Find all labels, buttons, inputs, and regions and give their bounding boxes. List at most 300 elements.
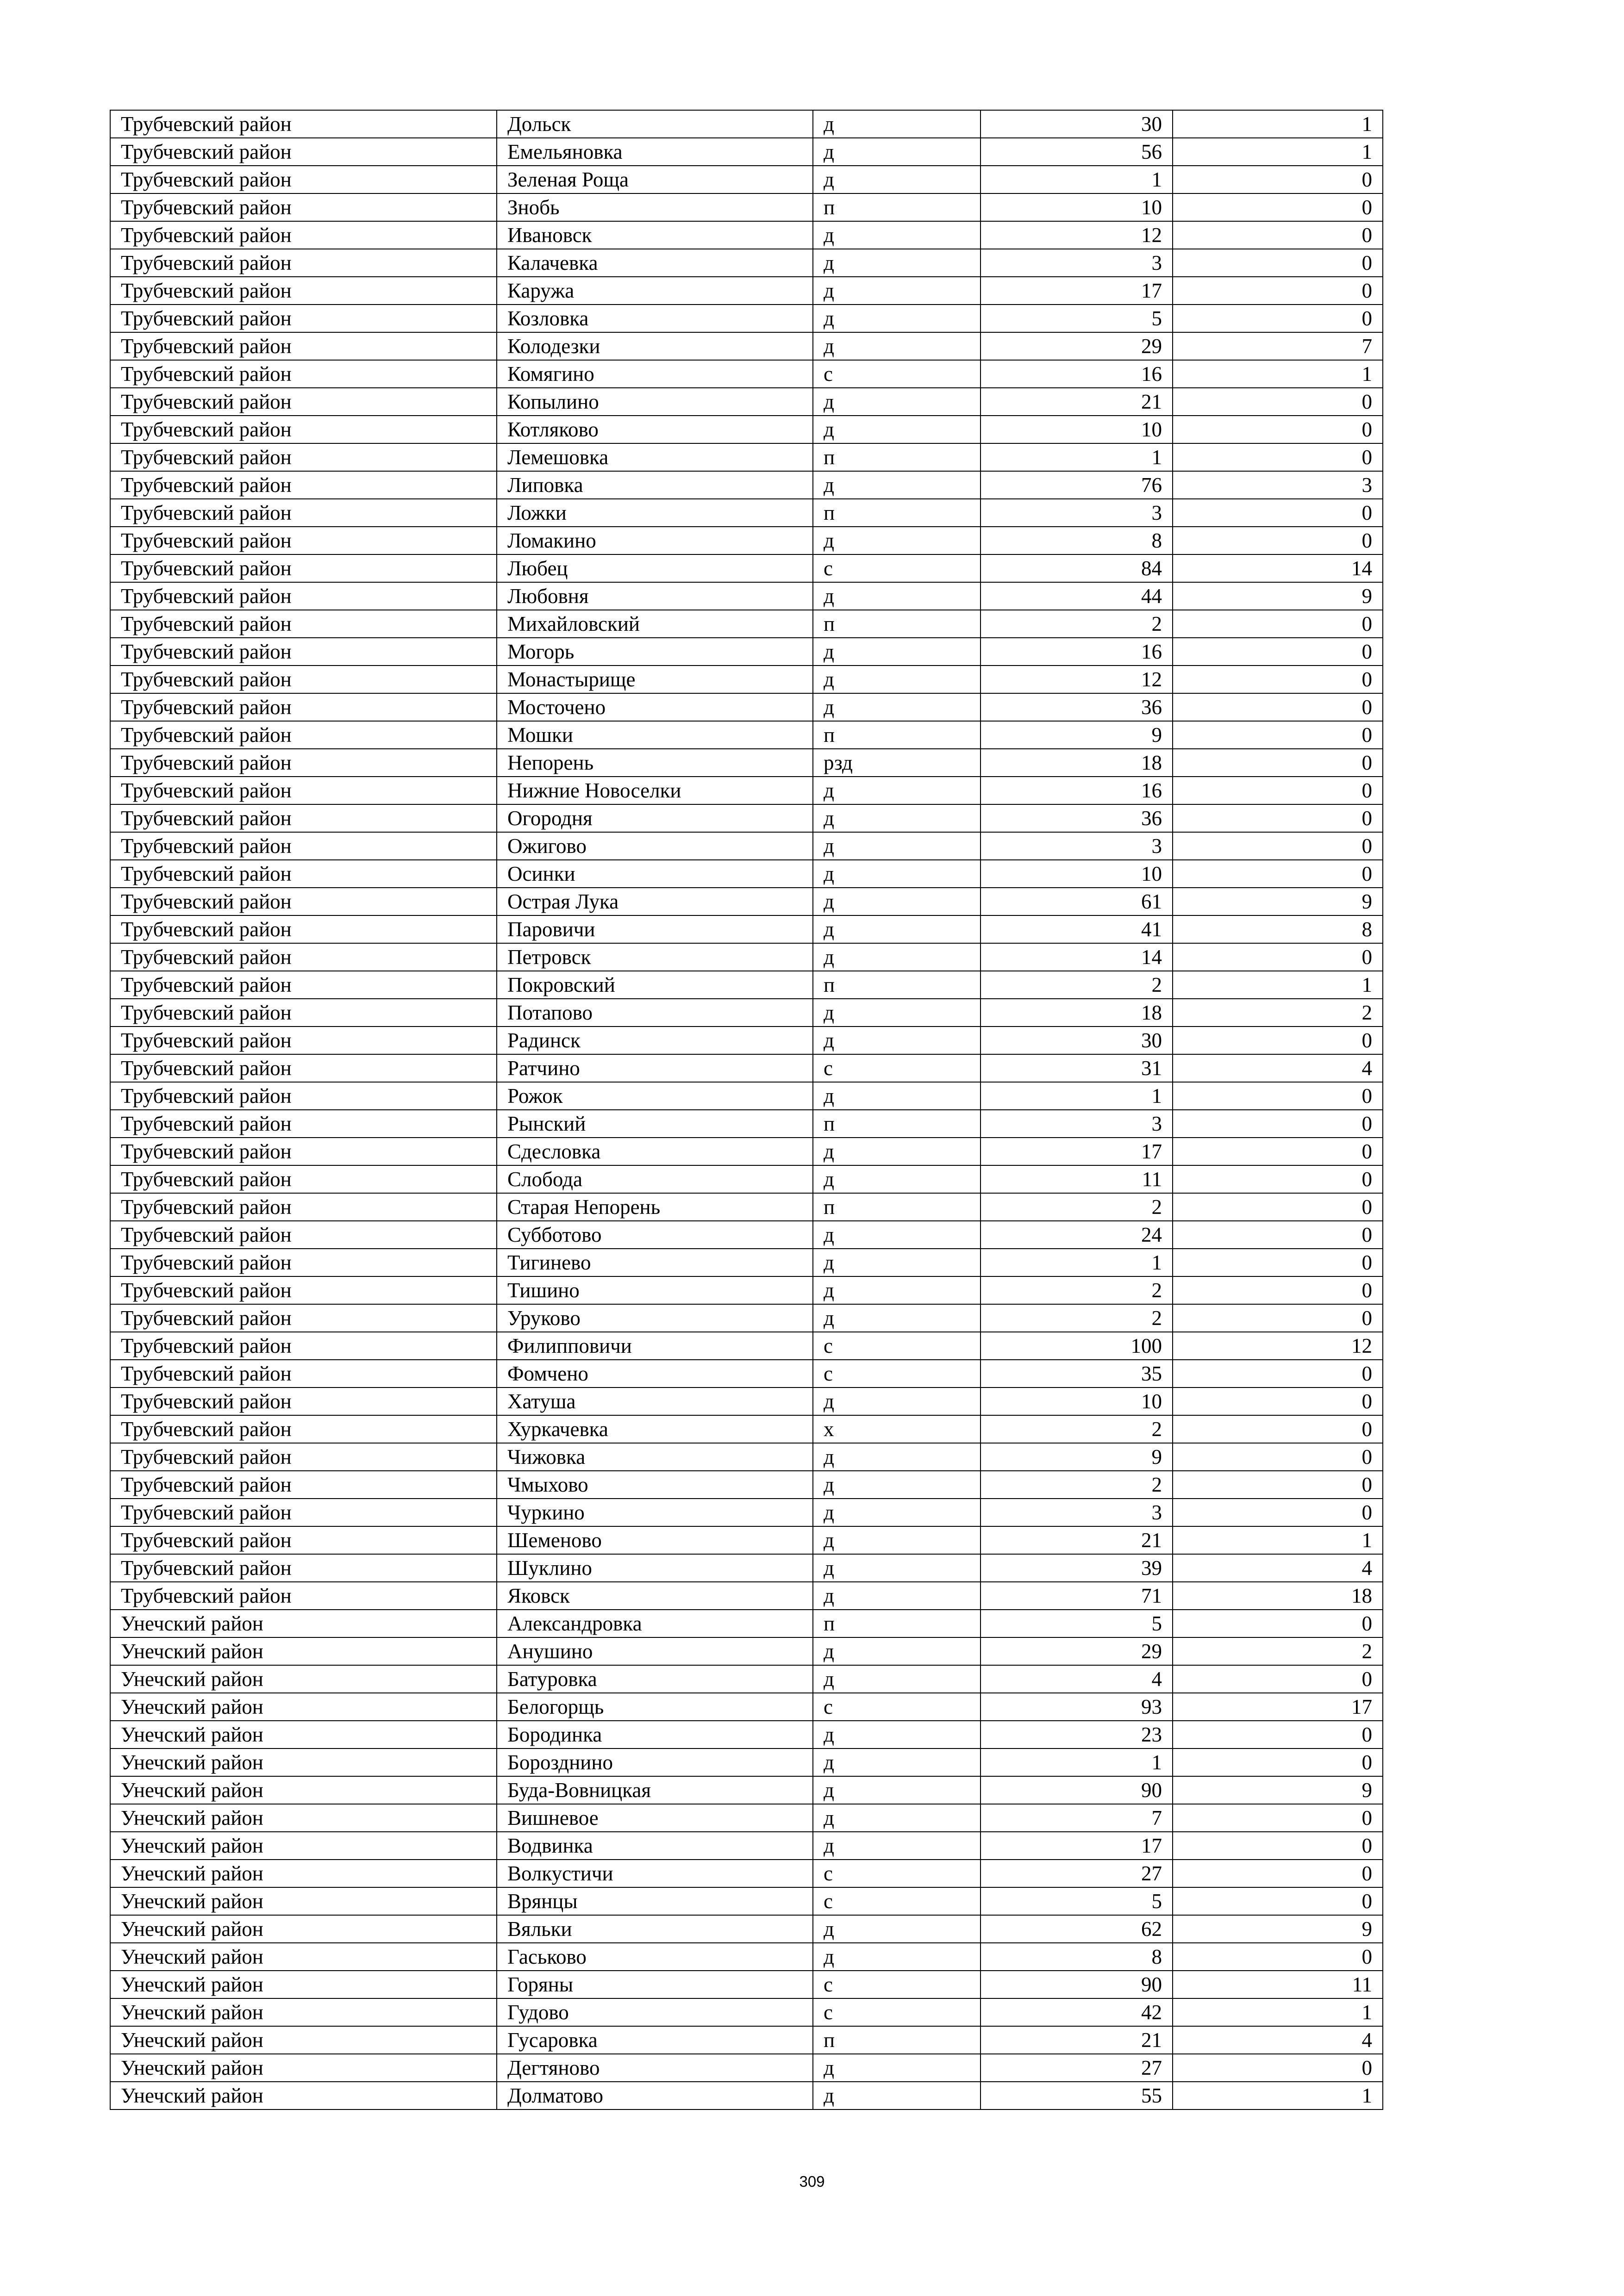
table-row <box>110 1304 1383 1332</box>
district-cell: Трубчевский район <box>110 1360 497 1388</box>
value-cell: 1 <box>1173 2082 1383 2109</box>
table-row <box>110 193 1383 221</box>
count-cell: 35 <box>981 1360 1173 1388</box>
district-cell: Трубчевский район <box>110 666 497 693</box>
type-cell: д <box>813 1915 981 1943</box>
count-cell: 41 <box>981 915 1173 943</box>
count-cell: 90 <box>981 1776 1173 1804</box>
type-cell: д <box>813 1665 981 1693</box>
table-row <box>110 332 1383 360</box>
count-cell: 2 <box>981 1276 1173 1304</box>
value-cell: 0 <box>1173 1832 1383 1860</box>
type-cell: д <box>813 1082 981 1110</box>
count-cell: 18 <box>981 999 1173 1027</box>
count-cell: 10 <box>981 416 1173 443</box>
type-cell: д <box>813 1221 981 1249</box>
value-cell: 0 <box>1173 832 1383 860</box>
settlement-cell: Паровичи <box>497 915 813 943</box>
count-cell: 29 <box>981 332 1173 360</box>
settlement-cell: Субботово <box>497 1221 813 1249</box>
count-cell: 10 <box>981 860 1173 888</box>
value-cell: 18 <box>1173 1582 1383 1610</box>
table-row <box>110 1637 1383 1665</box>
value-cell: 2 <box>1173 1637 1383 1665</box>
count-cell: 44 <box>981 582 1173 610</box>
settlement-cell: Радинск <box>497 1027 813 1054</box>
value-cell: 1 <box>1173 1998 1383 2026</box>
value-cell: 0 <box>1173 1388 1383 1415</box>
count-cell: 30 <box>981 110 1173 138</box>
value-cell: 0 <box>1173 1304 1383 1332</box>
table-body <box>110 110 1383 2109</box>
count-cell: 93 <box>981 1693 1173 1721</box>
settlement-cell: Лемешовка <box>497 443 813 471</box>
count-cell: 76 <box>981 471 1173 499</box>
settlement-cell: Ложки <box>497 499 813 527</box>
value-cell: 0 <box>1173 1471 1383 1499</box>
count-cell: 2 <box>981 1415 1173 1443</box>
district-cell: Трубчевский район <box>110 832 497 860</box>
type-cell: д <box>813 2082 981 2109</box>
settlement-cell: Гусаровка <box>497 2026 813 2054</box>
type-cell: д <box>813 804 981 832</box>
value-cell: 0 <box>1173 749 1383 777</box>
type-cell: с <box>813 1971 981 1998</box>
district-cell: Трубчевский район <box>110 471 497 499</box>
value-cell: 0 <box>1173 1165 1383 1193</box>
settlement-cell: Борозднино <box>497 1748 813 1776</box>
count-cell: 9 <box>981 1443 1173 1471</box>
count-cell: 36 <box>981 693 1173 721</box>
table-row <box>110 1221 1383 1249</box>
table-row <box>110 1665 1383 1693</box>
type-cell: д <box>813 1943 981 1971</box>
count-cell: 90 <box>981 1971 1173 1998</box>
table-row <box>110 777 1383 804</box>
value-cell: 12 <box>1173 1332 1383 1360</box>
value-cell: 0 <box>1173 721 1383 749</box>
type-cell: с <box>813 1693 981 1721</box>
count-cell: 8 <box>981 527 1173 554</box>
district-cell: Унечский район <box>110 1943 497 1971</box>
settlement-cell: Филипповичи <box>497 1332 813 1360</box>
settlement-cell: Ожигово <box>497 832 813 860</box>
settlement-cell: Михайловский <box>497 610 813 638</box>
count-cell: 100 <box>981 1332 1173 1360</box>
table-row <box>110 1610 1383 1637</box>
district-cell: Унечский район <box>110 2054 497 2082</box>
table-row <box>110 1027 1383 1054</box>
count-cell: 21 <box>981 1526 1173 1554</box>
count-cell: 62 <box>981 1915 1173 1943</box>
count-cell: 3 <box>981 832 1173 860</box>
table-row <box>110 999 1383 1027</box>
district-cell: Трубчевский район <box>110 527 497 554</box>
settlement-cell: Рынский <box>497 1110 813 1138</box>
district-cell: Трубчевский район <box>110 277 497 305</box>
count-cell: 2 <box>981 971 1173 999</box>
value-cell: 2 <box>1173 999 1383 1027</box>
count-cell: 31 <box>981 1054 1173 1082</box>
district-cell: Трубчевский район <box>110 360 497 388</box>
type-cell: с <box>813 1887 981 1915</box>
settlement-cell: Любовня <box>497 582 813 610</box>
count-cell: 1 <box>981 1082 1173 1110</box>
table-row <box>110 166 1383 193</box>
table-row <box>110 1693 1383 1721</box>
type-cell: д <box>813 888 981 915</box>
district-cell: Трубчевский район <box>110 166 497 193</box>
district-cell: Унечский район <box>110 2026 497 2054</box>
value-cell: 17 <box>1173 1693 1383 1721</box>
settlement-cell: Любец <box>497 554 813 582</box>
value-cell: 0 <box>1173 277 1383 305</box>
value-cell: 0 <box>1173 1276 1383 1304</box>
district-cell: Трубчевский район <box>110 1332 497 1360</box>
settlement-cell: Батуровка <box>497 1665 813 1693</box>
table-row <box>110 1415 1383 1443</box>
settlement-cell: Чижовка <box>497 1443 813 1471</box>
settlement-cell: Мошки <box>497 721 813 749</box>
district-cell: Унечский район <box>110 1610 497 1637</box>
settlement-cell: Хатуша <box>497 1388 813 1415</box>
type-cell: п <box>813 721 981 749</box>
value-cell: 0 <box>1173 388 1383 416</box>
count-cell: 16 <box>981 777 1173 804</box>
settlement-cell: Горяны <box>497 1971 813 1998</box>
type-cell: д <box>813 1832 981 1860</box>
table-row <box>110 693 1383 721</box>
settlement-cell: Осинки <box>497 860 813 888</box>
district-cell: Трубчевский район <box>110 693 497 721</box>
value-cell: 0 <box>1173 1943 1383 1971</box>
table-row <box>110 1832 1383 1860</box>
type-cell: д <box>813 1499 981 1526</box>
district-cell: Унечский район <box>110 1887 497 1915</box>
settlement-cell: Рожок <box>497 1082 813 1110</box>
table-row <box>110 1082 1383 1110</box>
type-cell: д <box>813 1776 981 1804</box>
type-cell: д <box>813 1388 981 1415</box>
count-cell: 55 <box>981 2082 1173 2109</box>
district-cell: Трубчевский район <box>110 1304 497 1332</box>
count-cell: 1 <box>981 1249 1173 1276</box>
settlement-cell: Чмыхово <box>497 1471 813 1499</box>
table-row <box>110 1193 1383 1221</box>
value-cell: 0 <box>1173 499 1383 527</box>
count-cell: 84 <box>981 554 1173 582</box>
settlement-cell: Фомчено <box>497 1360 813 1388</box>
settlement-cell: Потапово <box>497 999 813 1027</box>
settlement-cell: Ратчино <box>497 1054 813 1082</box>
type-cell: д <box>813 860 981 888</box>
value-cell: 4 <box>1173 2026 1383 2054</box>
type-cell: п <box>813 610 981 638</box>
table-row <box>110 1276 1383 1304</box>
count-cell: 2 <box>981 610 1173 638</box>
type-cell: д <box>813 2054 981 2082</box>
table-row <box>110 582 1383 610</box>
settlement-cell: Ломакино <box>497 527 813 554</box>
value-cell: 0 <box>1173 1804 1383 1832</box>
table-row <box>110 249 1383 277</box>
value-cell: 0 <box>1173 249 1383 277</box>
district-cell: Унечский район <box>110 1915 497 1943</box>
count-cell: 5 <box>981 305 1173 332</box>
table-row <box>110 443 1383 471</box>
table-row <box>110 1138 1383 1165</box>
type-cell: д <box>813 1804 981 1832</box>
type-cell: д <box>813 138 981 166</box>
table-row <box>110 388 1383 416</box>
district-cell: Унечский район <box>110 1998 497 2026</box>
type-cell: д <box>813 1304 981 1332</box>
type-cell: п <box>813 2026 981 2054</box>
table-row <box>110 1943 1383 1971</box>
count-cell: 9 <box>981 721 1173 749</box>
type-cell: д <box>813 166 981 193</box>
value-cell: 0 <box>1173 610 1383 638</box>
settlement-cell: Яковск <box>497 1582 813 1610</box>
type-cell: с <box>813 1998 981 2026</box>
type-cell: д <box>813 110 981 138</box>
settlement-cell: Липовка <box>497 471 813 499</box>
value-cell: 9 <box>1173 582 1383 610</box>
district-cell: Трубчевский район <box>110 1082 497 1110</box>
type-cell: п <box>813 1610 981 1637</box>
count-cell: 42 <box>981 1998 1173 2026</box>
type-cell: д <box>813 832 981 860</box>
settlement-cell: Сдесловка <box>497 1138 813 1165</box>
table-row <box>110 1582 1383 1610</box>
value-cell: 7 <box>1173 332 1383 360</box>
value-cell: 0 <box>1173 305 1383 332</box>
type-cell: д <box>813 1138 981 1165</box>
value-cell: 0 <box>1173 1499 1383 1526</box>
type-cell: п <box>813 1193 981 1221</box>
settlement-cell: Комягино <box>497 360 813 388</box>
type-cell: д <box>813 1526 981 1554</box>
count-cell: 27 <box>981 1860 1173 1887</box>
value-cell: 0 <box>1173 777 1383 804</box>
count-cell: 8 <box>981 1943 1173 1971</box>
value-cell: 0 <box>1173 1360 1383 1388</box>
type-cell: д <box>813 1582 981 1610</box>
count-cell: 21 <box>981 388 1173 416</box>
settlement-cell: Каружа <box>497 277 813 305</box>
type-cell: д <box>813 305 981 332</box>
table-row <box>110 915 1383 943</box>
district-cell: Унечский район <box>110 1721 497 1748</box>
table-row <box>110 416 1383 443</box>
value-cell: 1 <box>1173 971 1383 999</box>
type-cell: д <box>813 1165 981 1193</box>
district-cell: Трубчевский район <box>110 554 497 582</box>
count-cell: 1 <box>981 443 1173 471</box>
value-cell: 0 <box>1173 1193 1383 1221</box>
settlement-cell: Волкустичи <box>497 1860 813 1887</box>
count-cell: 14 <box>981 943 1173 971</box>
table-row <box>110 360 1383 388</box>
value-cell: 8 <box>1173 915 1383 943</box>
district-cell: Трубчевский район <box>110 499 497 527</box>
value-cell: 0 <box>1173 943 1383 971</box>
table-row <box>110 1332 1383 1360</box>
district-cell: Трубчевский район <box>110 1054 497 1082</box>
table-row <box>110 1471 1383 1499</box>
district-cell: Унечский район <box>110 1971 497 1998</box>
count-cell: 21 <box>981 2026 1173 2054</box>
value-cell: 0 <box>1173 1138 1383 1165</box>
table-row <box>110 527 1383 554</box>
type-cell: д <box>813 1471 981 1499</box>
settlement-cell: Непорень <box>497 749 813 777</box>
district-cell: Трубчевский район <box>110 1388 497 1415</box>
district-cell: Трубчевский район <box>110 943 497 971</box>
table-row <box>110 1054 1383 1082</box>
type-cell: д <box>813 999 981 1027</box>
table-row <box>110 1776 1383 1804</box>
count-cell: 29 <box>981 1637 1173 1665</box>
settlement-cell: Котляково <box>497 416 813 443</box>
district-cell: Трубчевский район <box>110 193 497 221</box>
page-number: 309 <box>799 2173 825 2190</box>
count-cell: 61 <box>981 888 1173 915</box>
district-cell: Трубчевский район <box>110 1554 497 1582</box>
settlement-cell: Тишино <box>497 1276 813 1304</box>
district-cell: Трубчевский район <box>110 777 497 804</box>
table-row <box>110 832 1383 860</box>
value-cell: 0 <box>1173 1610 1383 1637</box>
type-cell: д <box>813 1249 981 1276</box>
settlement-cell: Колодезки <box>497 332 813 360</box>
settlement-cell: Гаськово <box>497 1943 813 1971</box>
settlement-cell: Емельяновка <box>497 138 813 166</box>
district-cell: Трубчевский район <box>110 804 497 832</box>
district-cell: Трубчевский район <box>110 1499 497 1526</box>
table-row <box>110 721 1383 749</box>
district-cell: Трубчевский район <box>110 416 497 443</box>
count-cell: 16 <box>981 360 1173 388</box>
settlement-cell: Водвинка <box>497 1832 813 1860</box>
district-cell: Трубчевский район <box>110 1582 497 1610</box>
district-cell: Унечский район <box>110 1832 497 1860</box>
count-cell: 3 <box>981 1110 1173 1138</box>
table-row <box>110 1998 1383 2026</box>
count-cell: 1 <box>981 1748 1173 1776</box>
settlement-cell: Дольск <box>497 110 813 138</box>
count-cell: 39 <box>981 1554 1173 1582</box>
type-cell: д <box>813 943 981 971</box>
table-row <box>110 1249 1383 1276</box>
count-cell: 7 <box>981 1804 1173 1832</box>
count-cell: 11 <box>981 1165 1173 1193</box>
settlement-cell: Тигинево <box>497 1249 813 1276</box>
type-cell: д <box>813 693 981 721</box>
district-cell: Трубчевский район <box>110 1471 497 1499</box>
type-cell: с <box>813 1860 981 1887</box>
table-row <box>110 860 1383 888</box>
count-cell: 3 <box>981 499 1173 527</box>
value-cell: 4 <box>1173 1554 1383 1582</box>
type-cell: д <box>813 221 981 249</box>
district-cell: Трубчевский район <box>110 1221 497 1249</box>
table-row <box>110 638 1383 666</box>
type-cell: д <box>813 249 981 277</box>
type-cell: д <box>813 1637 981 1665</box>
district-cell: Трубчевский район <box>110 1110 497 1138</box>
table-row <box>110 277 1383 305</box>
count-cell: 1 <box>981 166 1173 193</box>
table-row <box>110 138 1383 166</box>
district-cell: Трубчевский район <box>110 1249 497 1276</box>
value-cell: 1 <box>1173 110 1383 138</box>
settlement-cell: Копылино <box>497 388 813 416</box>
type-cell: п <box>813 1110 981 1138</box>
settlement-cell: Бородинка <box>497 1721 813 1748</box>
table-row <box>110 1804 1383 1832</box>
settlement-cell: Врянцы <box>497 1887 813 1915</box>
table-row <box>110 1721 1383 1748</box>
table-row <box>110 943 1383 971</box>
table-row <box>110 1971 1383 1998</box>
type-cell: д <box>813 582 981 610</box>
district-cell: Трубчевский район <box>110 388 497 416</box>
value-cell: 0 <box>1173 1082 1383 1110</box>
table-row <box>110 666 1383 693</box>
settlement-cell: Уруково <box>497 1304 813 1332</box>
settlement-cell: Буда-Вовницкая <box>497 1776 813 1804</box>
district-cell: Трубчевский район <box>110 332 497 360</box>
value-cell: 0 <box>1173 221 1383 249</box>
district-cell: Унечский район <box>110 1693 497 1721</box>
count-cell: 2 <box>981 1193 1173 1221</box>
type-cell: с <box>813 554 981 582</box>
settlement-cell: Гудово <box>497 1998 813 2026</box>
district-cell: Унечский район <box>110 1860 497 1887</box>
value-cell: 0 <box>1173 1721 1383 1748</box>
district-cell: Трубчевский район <box>110 221 497 249</box>
type-cell: п <box>813 193 981 221</box>
district-cell: Трубчевский район <box>110 1443 497 1471</box>
type-cell: с <box>813 1332 981 1360</box>
settlement-cell: Александровка <box>497 1610 813 1637</box>
table-row <box>110 499 1383 527</box>
type-cell: д <box>813 416 981 443</box>
value-cell: 0 <box>1173 1443 1383 1471</box>
type-cell: д <box>813 1027 981 1054</box>
value-cell: 0 <box>1173 860 1383 888</box>
table-row <box>110 2082 1383 2109</box>
district-cell: Унечский район <box>110 1665 497 1693</box>
district-cell: Трубчевский район <box>110 999 497 1027</box>
count-cell: 12 <box>981 666 1173 693</box>
type-cell: п <box>813 443 981 471</box>
district-cell: Трубчевский район <box>110 749 497 777</box>
table-row <box>110 804 1383 832</box>
type-cell: д <box>813 666 981 693</box>
type-cell: п <box>813 499 981 527</box>
settlement-cell: Белогорщь <box>497 1693 813 1721</box>
district-cell: Трубчевский район <box>110 138 497 166</box>
value-cell: 9 <box>1173 888 1383 915</box>
type-cell: д <box>813 1276 981 1304</box>
count-cell: 3 <box>981 1499 1173 1526</box>
table-row <box>110 1915 1383 1943</box>
type-cell: д <box>813 1554 981 1582</box>
value-cell: 0 <box>1173 1860 1383 1887</box>
table-row <box>110 554 1383 582</box>
